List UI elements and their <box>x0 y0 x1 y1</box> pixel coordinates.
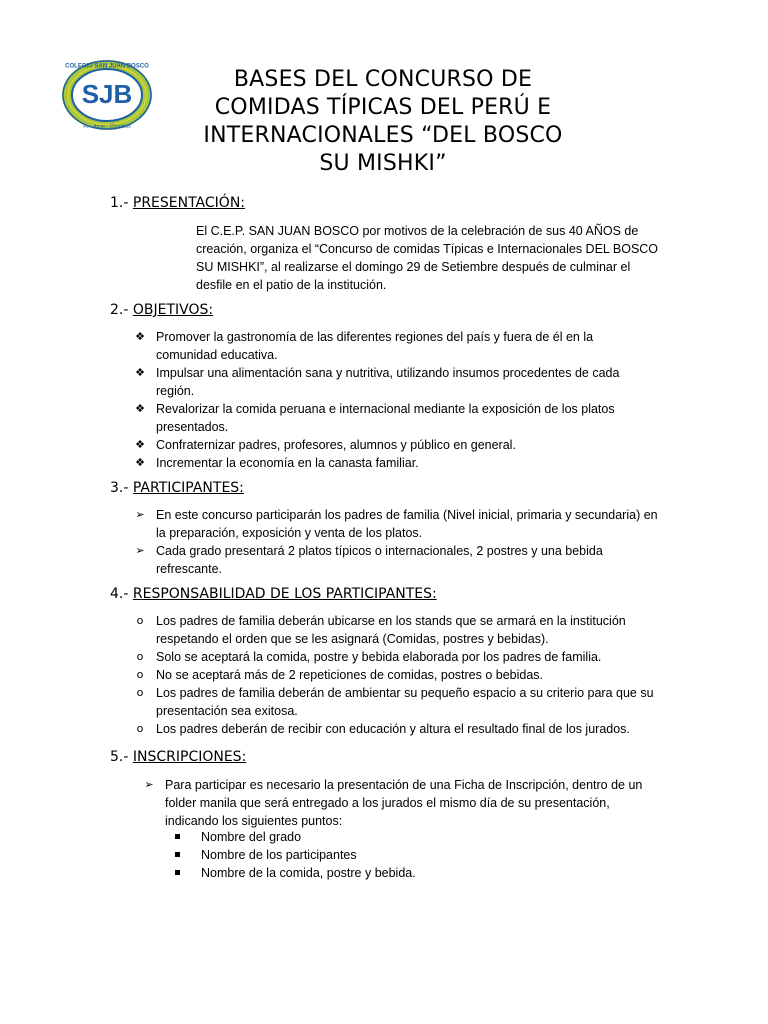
presentation-text: El C.E.P. SAN JUAN BOSCO por motivos de la celebración de sus 40 AÑOS de creación, organiza el “Concurso de comidas Típicas e Internacionales DEL BOSCO SU MISHKI”, al realizarse el domingo 29 de Setiembre después de culminar el desfile en el patio de la institución. <box>196 224 659 292</box>
list-item: o Los padres deberán de recibir con educación y altura el resultado final de los jurados. <box>156 720 656 738</box>
registration-sublist <box>201 828 651 882</box>
participants-list <box>135 506 661 578</box>
section-title: PRESENTACIÓN: <box>132 195 246 211</box>
list-item: ➢ En este concurso participarán los padres de familia (Nivel inicial, primaria y secundaria) en la preparación, exposición y venta de los platos. <box>156 506 661 542</box>
section-title: OBJETIVOS: <box>132 302 214 318</box>
section-number: 3.- <box>110 480 129 496</box>
arrow-bullet-icon: ➢ <box>144 778 154 791</box>
list-item: o No se aceptará más de 2 repeticiones de comidas, postres o bebidas. <box>156 666 656 684</box>
circle-bullet-icon: o <box>136 614 144 627</box>
diamond-bullet-icon: ❖ <box>135 438 145 451</box>
section-number: 5.- <box>110 749 129 765</box>
list-item: o Solo se aceptará la comida, postre y bebida elaborada por los padres de familia. <box>156 648 656 666</box>
list-item: ❖ Impulsar una alimentación sana y nutritiva, utilizando insumos procedentes de cada región. <box>156 364 656 400</box>
arrow-bullet-icon: ➢ <box>135 544 145 557</box>
presentation-paragraph <box>127 222 667 294</box>
square-bullet-icon <box>175 834 180 839</box>
circle-bullet-icon: o <box>136 668 144 681</box>
circle-bullet-icon: o <box>136 686 144 699</box>
circle-bullet-icon: o <box>136 722 144 735</box>
list-item: ➢ Cada grado presentará 2 platos típicos o internacionales, 2 postres y una bebida refrescante. <box>156 542 661 578</box>
list-item: ➢ Para participar es necesario la presentación de una Ficha de Inscripción, dentro de un folder manila que será entregado a los jurados el mismo día de su presentación, indicando los siguientes puntos: <box>165 776 660 830</box>
document-title: BASES DEL CONCURSO DE COMIDAS TÍPICAS DEL PERÚ E INTERNACIONALES “DEL BOSCO SU MISHKI” <box>203 67 563 176</box>
list-item: ❖ Incrementar la economía en la canasta familiar. <box>156 454 656 472</box>
diamond-bullet-icon: ❖ <box>135 330 145 343</box>
list-item: o Los padres de familia deberán ubicarse en los stands que se armará en la institución respetando el orden que se les asignará (Comidas, postres y bebidas). <box>156 612 656 648</box>
section-title: INSCRIPCIONES: <box>132 749 247 765</box>
section-number: 2.- <box>110 302 129 318</box>
list-item: ❖ Promover la gastronomía de las diferentes regiones del país y fuera de él en la comunidad educativa. <box>156 328 656 364</box>
objectives-list <box>135 328 656 472</box>
logo-monogram: SJB <box>81 79 133 109</box>
diamond-bullet-icon: ❖ <box>135 402 145 415</box>
logo-ring-text-bottom: Fe · Amor · Chorrillos <box>83 124 131 130</box>
diamond-bullet-icon: ❖ <box>135 456 145 469</box>
square-bullet-icon <box>175 852 180 857</box>
section-heading-responsabilidad <box>110 585 437 603</box>
list-item: Nombre de los participantes <box>201 846 651 864</box>
registration-list <box>144 776 660 830</box>
square-bullet-icon <box>175 870 180 875</box>
section-number: 1.- <box>110 195 129 211</box>
arrow-bullet-icon: ➢ <box>135 508 145 521</box>
section-heading-objetivos <box>110 301 213 319</box>
list-item: ❖ Revalorizar la comida peruana e internacional mediante la exposición de los platos presentados. <box>156 400 656 436</box>
list-item: o Los padres de familia deberán de ambientar su pequeño espacio a su criterio para que su presentación sea exitosa. <box>156 684 656 720</box>
section-title: PARTICIPANTES: <box>132 480 244 496</box>
circle-bullet-icon: o <box>136 650 144 663</box>
logo-ring-text-top: COLEGIO SAN JUAN BOSCO <box>65 63 149 70</box>
list-item: Nombre de la comida, postre y bebida. <box>201 864 651 882</box>
section-heading-presentacion <box>110 194 245 212</box>
section-heading-participantes <box>110 479 244 497</box>
section-heading-inscripciones <box>110 748 246 766</box>
section-title: RESPONSABILIDAD DE LOS PARTICIPANTES: <box>132 586 437 602</box>
school-logo <box>60 58 154 132</box>
list-item: Nombre del grado <box>201 828 651 846</box>
section-number: 4.- <box>110 586 129 602</box>
list-item: ❖ Confraternizar padres, profesores, alumnos y público en general. <box>156 436 656 454</box>
diamond-bullet-icon: ❖ <box>135 366 145 379</box>
responsibilities-list <box>136 612 656 738</box>
